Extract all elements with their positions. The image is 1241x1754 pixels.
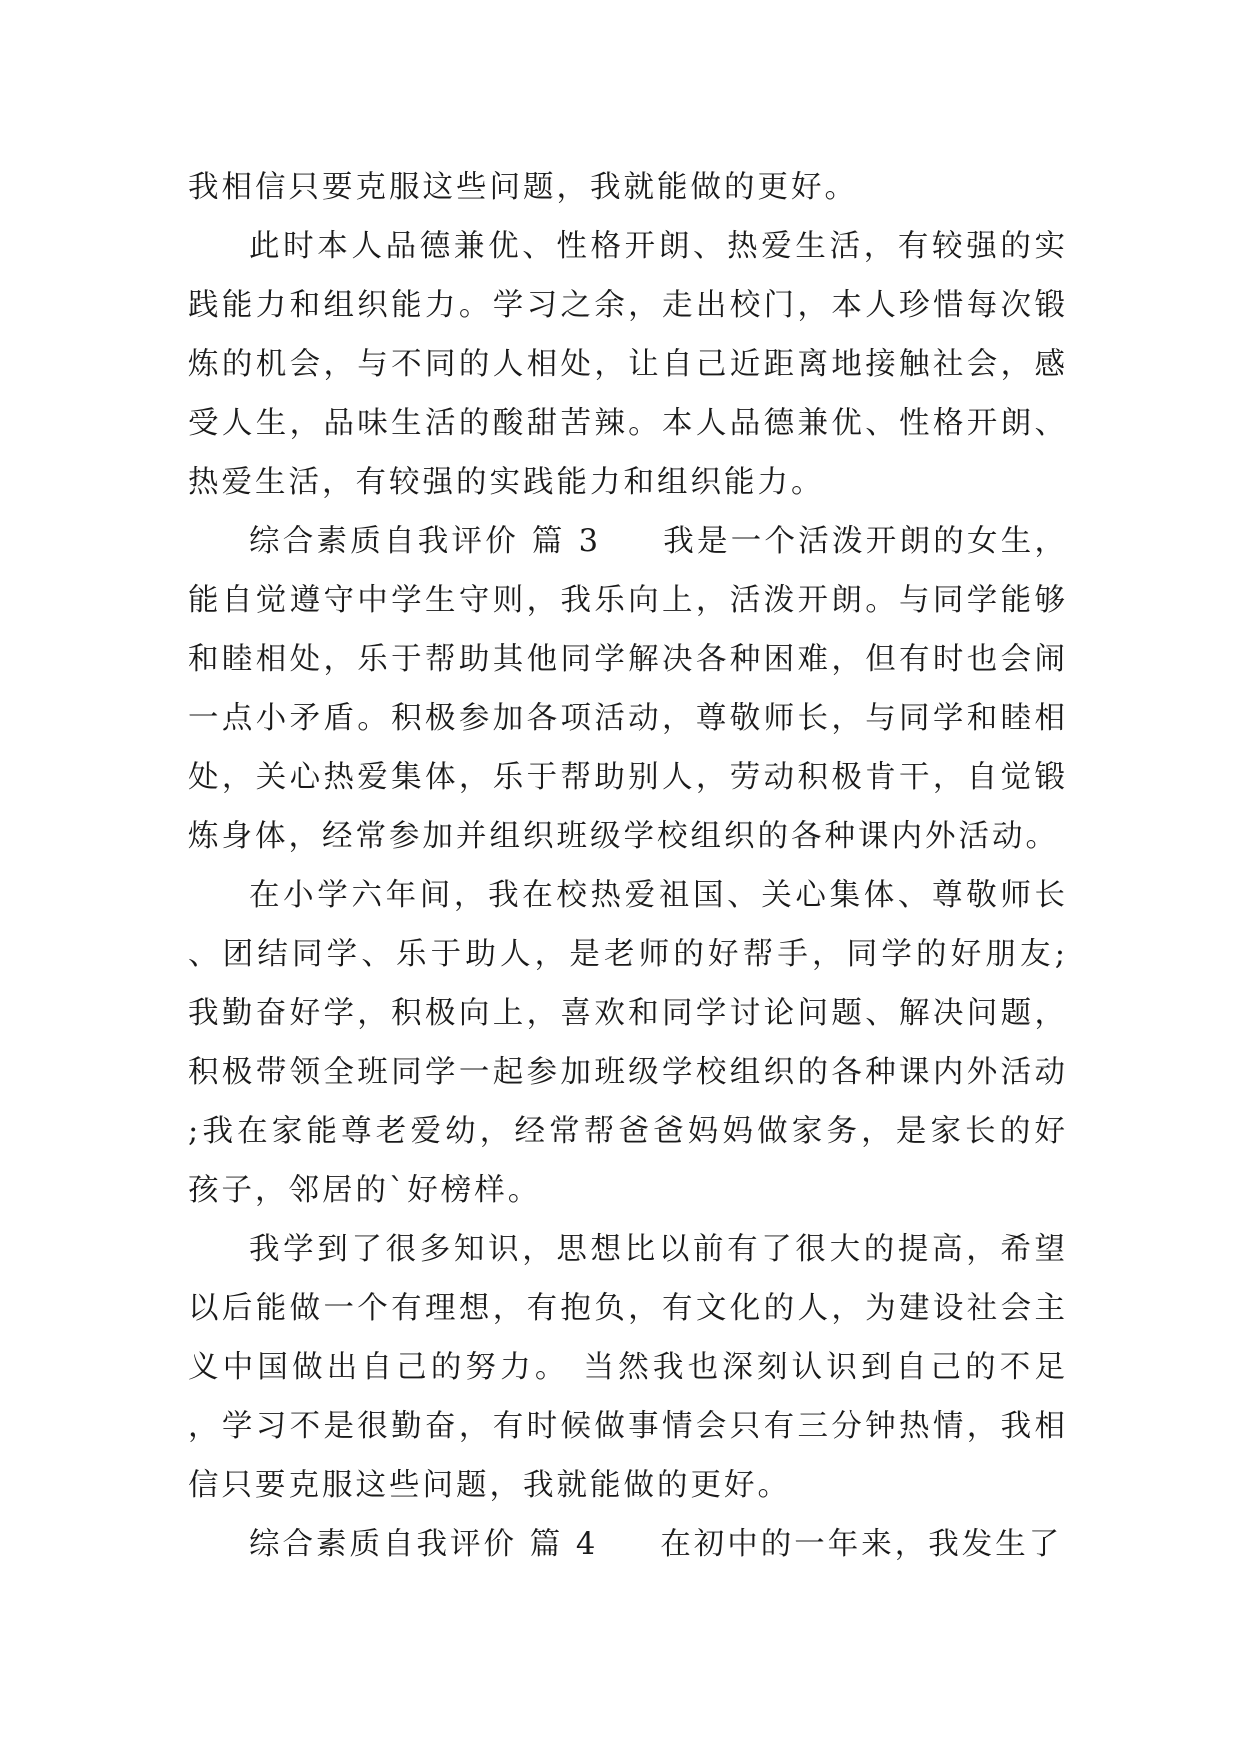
paragraph-text: 我是一个活泼开朗的女生，能自觉遵守中学生守则，我乐向上，活泼开朗。与同学能够和睦相处，乐于帮助其他同学解决各种困难，但有时也会闹一点小矛盾。积极参加各项活动，尊敬师长，与同学和睦相处，关心热爱集体，乐于帮助别人，劳动积极肯干，自觉锻炼身体，经常参加并组织班级学校组织的各种课内外活动。 xyxy=(188,524,1069,854)
paragraph-text: 在初中的一年来，我发生了 xyxy=(660,1527,1063,1562)
paragraph-section-3 xyxy=(188,512,1068,866)
paragraph xyxy=(188,866,1068,1220)
document-body xyxy=(188,158,1068,1574)
paragraph-section-4 xyxy=(188,1515,1068,1574)
paragraph xyxy=(188,217,1068,512)
paragraph-text: 此时本人品德兼优、性格开朗、热爱生活，有较强的实践能力和组织能力。学习之余，走出校门，本人珍惜每次锻炼的机会，与不同的人相处，让自己近距离地接触社会，感受人生，品味生活的酸甜苦辣。本人品德兼优、性格开朗、热爱生活，有较强的实践能力和组织能力。 xyxy=(188,229,1068,500)
section-heading: 综合素质自我评价 篇 4 xyxy=(249,1527,599,1562)
section-heading: 综合素质自我评价 篇 3 xyxy=(249,524,602,559)
paragraph-text: 我相信只要克服这些问题，我就能做的更好。 xyxy=(188,170,858,205)
paragraph-continued xyxy=(188,158,1068,217)
paragraph-text: 在小学六年间，我在校热爱祖国、关心集体、尊敬师长、团结同学、乐于助人，是老师的好帮手，同学的好朋友;我勤奋好学，积极向上，喜欢和同学讨论问题、解决问题，积极带领全班同学一起参加班级学校组织的各种课内外活动;我在家能尊老爱幼，经常帮爸爸妈妈做家务，是家长的好孩子，邻居的`好榜样。 xyxy=(188,878,1068,1208)
paragraph-text: 我学到了很多知识，思想比以前有了很大的提高，希望以后能做一个有理想，有抱负，有文化的人，为建设社会主义中国做出自己的努力。 当然我也深刻认识到自己的不足，学习不是很勤奋，有时候做事情会只有三分钟热情，我相信只要克服这些问题，我就能做的更好。 xyxy=(188,1232,1068,1503)
paragraph xyxy=(188,1220,1068,1515)
